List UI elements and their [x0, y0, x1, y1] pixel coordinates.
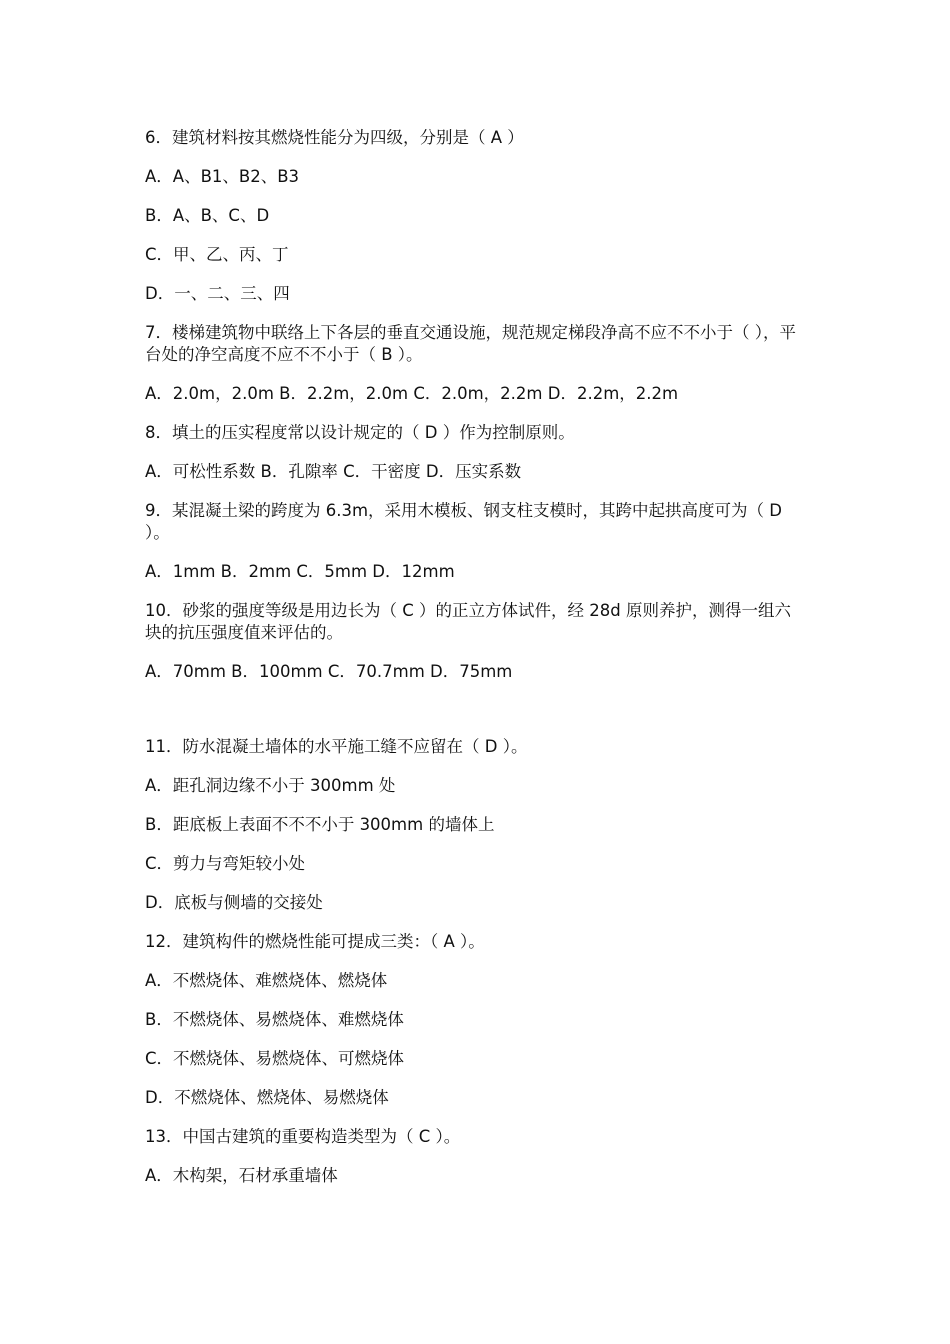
option-c: C．不燃烧体、易燃烧体、可燃烧体 — [145, 1049, 405, 1068]
question-10: 10．砂浆的强度等级是用边长为（ C ）的正立方体试件，经 28d 原则养护，测得一组六块的抗压强度值来评估的。 — [145, 601, 791, 642]
question-12: 12．建筑构件的燃烧性能可提成三类：（ A ）。 — [145, 932, 485, 951]
option-b: B．A、B、C、D — [145, 206, 270, 225]
question-list — [145, 127, 805, 1204]
option-a: A．A、B1、B2、B3 — [145, 167, 300, 186]
option-a: A．木构架，石材承重墙体 — [145, 1166, 338, 1185]
question-13: 13．中国古建筑的重要构造类型为（ C ）。 — [145, 1127, 461, 1146]
option-b: B．不燃烧体、易燃烧体、难燃烧体 — [145, 1010, 404, 1029]
option-d: D．底板与侧墙的交接处 — [145, 893, 323, 912]
question-7: 7．楼梯建筑物中联络上下各层的垂直交通设施，规范规定梯段净高不应不不小于（ ），平台处的净空高度不应不不小于（ B ）。 — [145, 323, 796, 364]
question-8: 8．填土的压实程度常以设计规定的（ D ）作为控制原则。 — [145, 423, 575, 442]
question-11: 11．防水混凝土墙体的水平施工缝不应留在（ D ）。 — [145, 737, 528, 756]
option-a: A．距孔洞边缘不小于 300mm 处 — [145, 776, 396, 795]
option-b: B．距底板上表面不不不小于 300mm 的墙体上 — [145, 815, 495, 834]
question-9: 9．某混凝土梁的跨度为 6.3m，采用木模板、钢支柱支模时，其跨中起拱高度可为（ D ）。 — [145, 501, 783, 542]
options-7: A．2.0m，2.0m B．2.2m，2.0m C．2.0m，2.2m D．2.2m，2.2m — [145, 384, 679, 403]
options-9: A．1mm B．2mm C．5mm D．12mm — [145, 562, 455, 581]
options-10: A．70mm B．100mm C．70.7mm D．75mm — [145, 662, 513, 681]
option-d: D．不燃烧体、燃烧体、易燃烧体 — [145, 1088, 389, 1107]
option-d: D．一、二、三、四 — [145, 284, 290, 303]
options-8: A．可松性系数 B．孔隙率 C．干密度 D．压实系数 — [145, 462, 522, 481]
spacer — [145, 700, 805, 736]
option-c: C．剪力与弯矩较小处 — [145, 854, 306, 873]
question-6: 6．建筑材料按其燃烧性能分为四级，分别是（ A ） — [145, 128, 524, 147]
option-a: A．不燃烧体、难燃烧体、燃烧体 — [145, 971, 388, 990]
option-c: C．甲、乙、丙、丁 — [145, 245, 289, 264]
